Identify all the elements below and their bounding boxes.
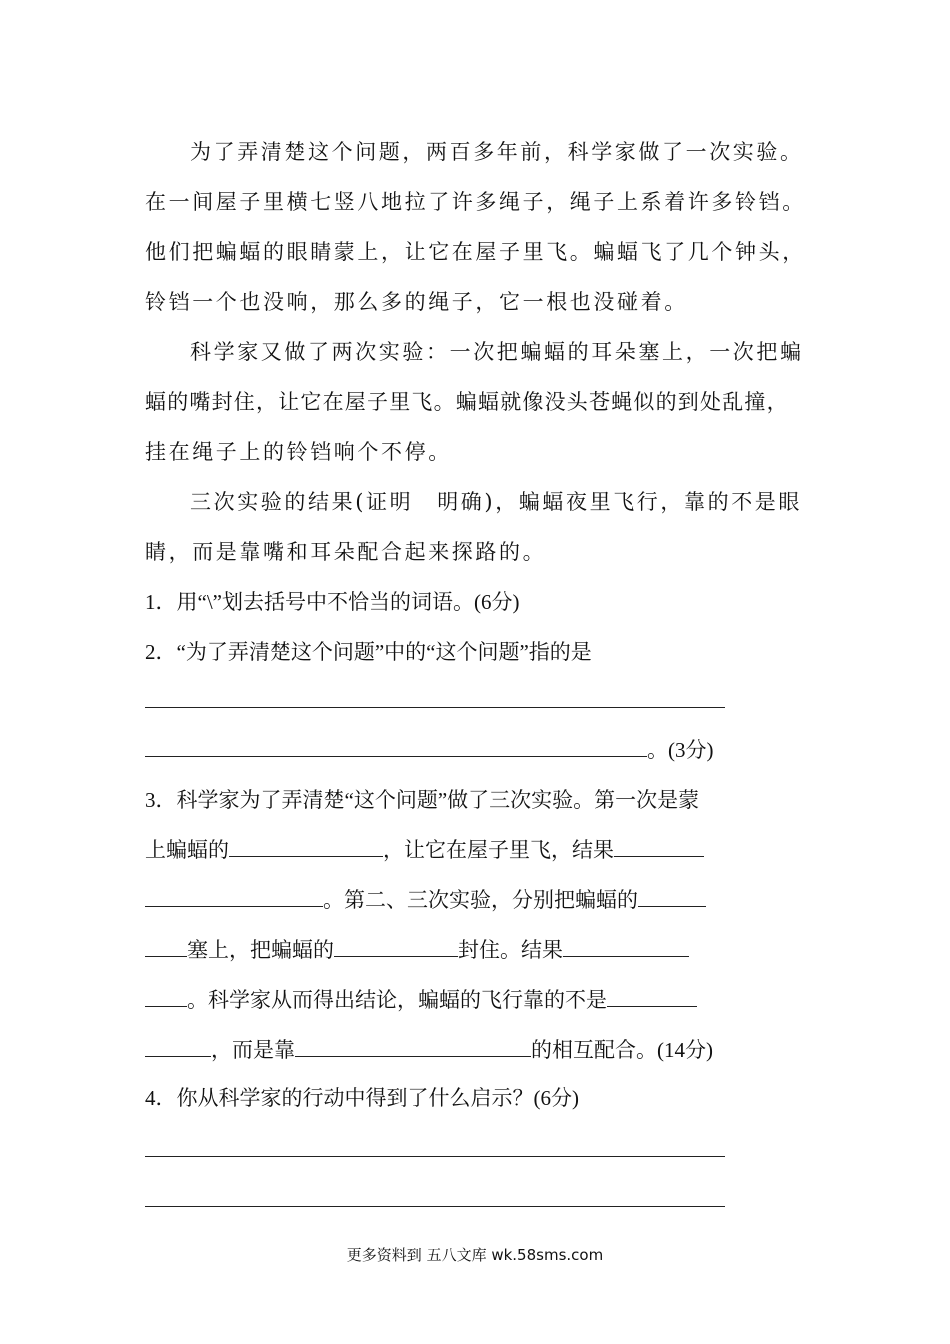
passage-p2-line1: 科学家又做了两次实验：一次把蝙蝠的耳朵塞上，一次把蝙	[190, 340, 804, 364]
answer-line-q4-1[interactable]	[145, 1156, 725, 1157]
passage-p1-line4: 铃铛一个也没响，那么多的绳子，它一根也没碰着。	[145, 290, 688, 314]
question-3-line6	[145, 1036, 713, 1064]
passage-p1-line1: 为了弄清楚这个问题，两百多年前，科学家做了一次实验。	[190, 140, 804, 164]
question-3-text: ，让它在屋子里飞，结果	[383, 838, 614, 862]
passage-p3-part-b: 明确)，蝙蝠夜里飞行，靠的不是眼	[437, 490, 802, 514]
question-3-text: 封住。结果	[458, 938, 563, 962]
passage-p3-line1	[190, 488, 802, 516]
question-3-text: ，而是靠	[211, 1038, 295, 1062]
answer-blank-q3-d[interactable]	[334, 936, 458, 957]
question-2-line2	[145, 736, 714, 764]
question-2: 2．“为了弄清楚这个问题”中的“这个问题”指的是	[145, 640, 592, 664]
answer-blank-q3-b[interactable]	[614, 836, 704, 857]
question-3-score: 的相互配合。(14分)	[531, 1038, 713, 1062]
answer-blank-q3-c[interactable]	[638, 886, 706, 907]
answer-line-q4-2[interactable]	[145, 1206, 725, 1207]
question-3-line4	[145, 936, 689, 964]
question-3-line1: 3．科学家为了弄清楚“这个问题”做了三次实验。第一次是蒙	[145, 788, 700, 812]
answer-blank-q3-f-cont[interactable]	[145, 1036, 211, 1057]
question-3-line2	[145, 836, 704, 864]
passage-p1-line3: 他们把蝙蝠的眼睛蒙上，让它在屋子里飞。蝙蝠飞了几个钟头，	[145, 240, 806, 264]
answer-blank-q3-c-cont[interactable]	[145, 936, 187, 957]
answer-line-q2-1[interactable]	[145, 707, 725, 708]
passage-p3-part-a: 三次实验的结果(证明	[190, 490, 414, 514]
answer-blank-q3-a[interactable]	[229, 836, 383, 857]
answer-blank-q2-2[interactable]	[145, 736, 647, 757]
answer-blank-q3-e[interactable]	[563, 936, 689, 957]
passage-p1-line2: 在一间屋子里横七竖八地拉了许多绳子，绳子上系着许多铃铛。	[145, 190, 806, 214]
question-3-text: 塞上，把蝙蝠的	[187, 938, 334, 962]
question-3-text: 。科学家从而得出结论，蝙蝠的飞行靠的不是	[187, 988, 607, 1012]
question-3-text: 上蝙蝠的	[145, 838, 229, 862]
answer-blank-q3-e-cont[interactable]	[145, 986, 187, 1007]
question-3-line5	[145, 986, 697, 1014]
question-1: 1．用“\”划去括号中不恰当的词语。(6分)	[145, 590, 520, 614]
question-2-score: 。(3分)	[647, 738, 714, 762]
answer-blank-q3-b-cont[interactable]	[145, 886, 323, 907]
question-3-text: 。第二、三次实验，分别把蝙蝠的	[323, 888, 638, 912]
passage-p3-line2: 睛，而是靠嘴和耳朵配合起来探路的。	[145, 540, 547, 564]
question-3-line3	[145, 886, 706, 914]
passage-p2-line2: 蝠的嘴封住，让它在屋子里飞。蝙蝠就像没头苍蝇似的到处乱撞，	[145, 390, 789, 414]
footer-watermark: 更多资料到 五八文库 wk.58sms.com	[346, 1246, 604, 1264]
answer-blank-q3-f[interactable]	[607, 986, 697, 1007]
answer-blank-q3-g[interactable]	[295, 1036, 531, 1057]
question-4: 4．你从科学家的行动中得到了什么启示？(6分)	[145, 1086, 579, 1110]
passage-p2-line3: 挂在绳子上的铃铛响个不停。	[145, 440, 452, 464]
